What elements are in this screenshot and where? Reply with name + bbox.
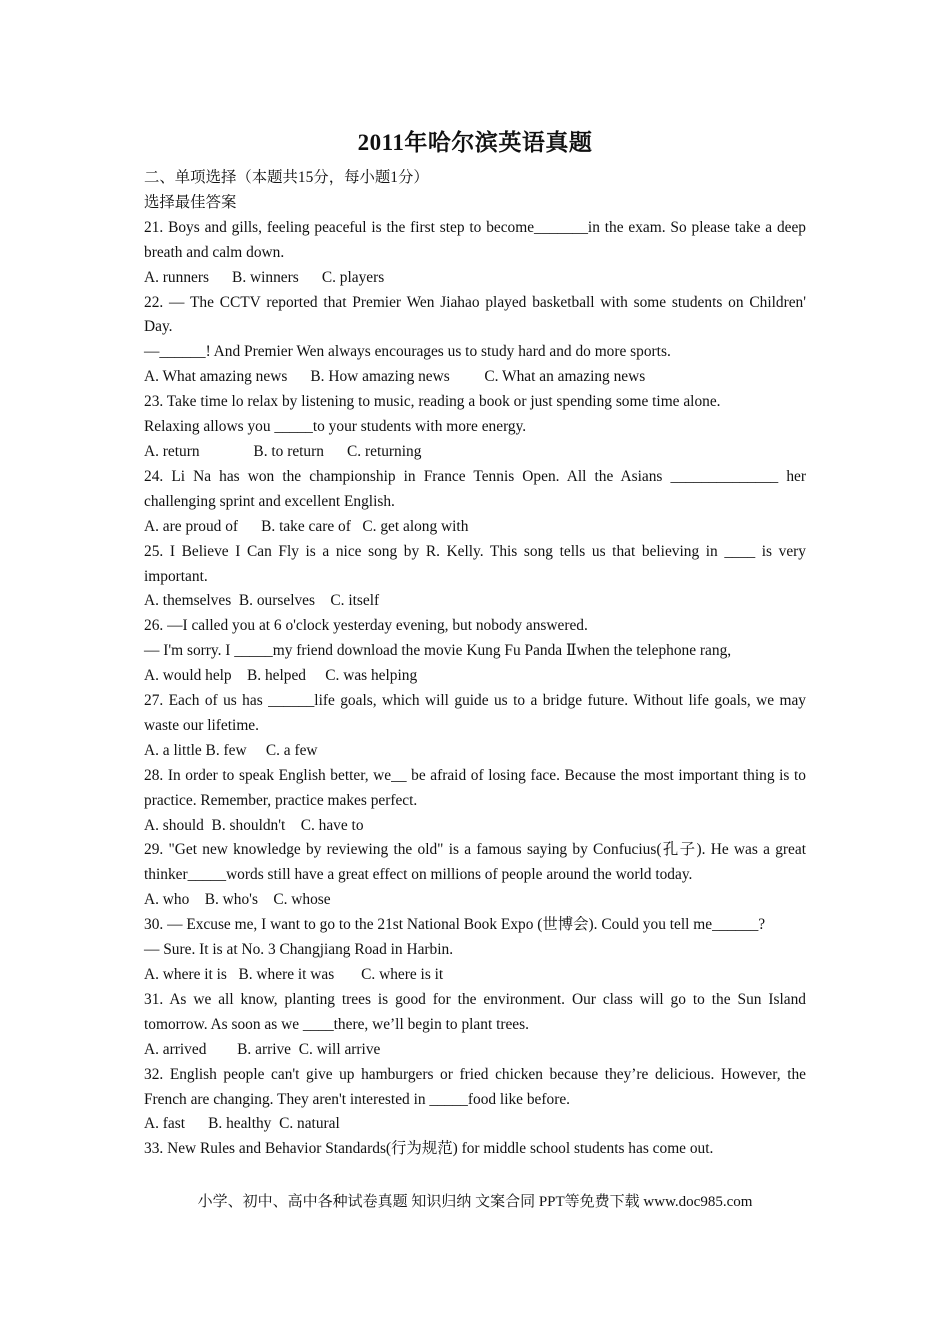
question-23-line2: Relaxing allows you _____to your students with more energy. xyxy=(144,418,527,436)
question-30-reply: — Sure. It is at No. 3 Changjiang Road in Harbin. xyxy=(144,941,454,959)
options-25: A. themselves B. ourselves C. itself xyxy=(144,592,380,610)
options-21: A. runners B. winners C. players xyxy=(144,268,385,286)
question-27: 27. Each of us has ______life goals, which will guide us to a bridge future. Without life goals, we may waste our lifetime. xyxy=(144,692,806,734)
options-32: A. fast B. healthy C. natural xyxy=(144,1115,340,1133)
options-22: A. What amazing news B. How amazing news C. What an amazing news xyxy=(144,368,646,386)
section-heading: 二、单项选择（本题共15分，每小题1分） xyxy=(144,169,429,186)
question-26: 26. —I called you at 6 o'clock yesterday evening, but nobody answered. xyxy=(144,617,588,635)
question-21: 21. Boys and gills, feeling peaceful is the first step to become_______in the exam. So please take a deep breath and calm down. xyxy=(144,218,806,261)
page-title: 2011年哈尔滨英语真题 xyxy=(357,130,593,155)
question-32: 32. English people can't give up hamburgers or fried chicken because they’re delicious. However, the French are changing. They aren't interested in _____food like before. xyxy=(144,1065,806,1108)
question-23: 23. Take time lo relax by listening to music, reading a book or just spending some time alone. xyxy=(144,393,721,411)
question-24: 24. Li Na has won the championship in France Tennis Open. All the Asians ______________ her challenging sprint and excellent English. xyxy=(144,467,806,510)
options-24: A. are proud of B. take care of C. get along with xyxy=(144,517,469,535)
question-body xyxy=(144,166,806,1162)
options-30: A. where it is B. where it was C. where is it xyxy=(144,966,444,983)
question-33: 33. New Rules and Behavior Standards(行为规范) for middle school students has come out. xyxy=(144,1140,714,1158)
question-31: 31. As we all know, planting trees is good for the environment. Our class will go to the Sun Island tomorrow. As soon as we ____there, we’ll begin to plant trees. xyxy=(144,990,806,1033)
question-30: 30. — Excuse me, I want to go to the 21st National Book Expo (世博会). Could you tell me______? xyxy=(144,916,766,934)
options-23: A. return B. to return C. returning xyxy=(144,442,422,460)
question-29: 29. "Get new knowledge by reviewing the old" is a famous saying by Confucius(孔子). He was a great thinker_____words still have a great effect on millions of people around the world today. xyxy=(144,841,806,884)
instruction: 选择最佳答案 xyxy=(144,193,237,211)
question-25: 25. I Believe I Can Fly is a nice song by R. Kelly. This song tells us that believing in ____ is very important. xyxy=(144,542,806,585)
footer-link[interactable]: 小学、初中、高中各种试卷真题 知识归纳 文案合同 PPT等免费下载 www.doc985.com xyxy=(197,1194,753,1210)
options-26: A. would help B. helped C. was helping xyxy=(144,667,418,685)
options-31: A. arrived B. arrive C. will arrive xyxy=(144,1040,381,1058)
options-27: A. a little B. few C. a few xyxy=(144,741,318,759)
question-22-reply: —______! And Premier Wen always encourages us to study hard and do more sports. xyxy=(144,343,671,361)
options-29: A. who B. who's C. whose xyxy=(144,891,331,909)
question-22: 22. — The CCTV reported that Premier Wen Jiahao played basketball with some students on Children' Day. xyxy=(144,293,806,336)
question-28: 28. In order to speak English better, we__ be afraid of losing face. Because the most important thing is to practice. Remember, practice makes perfect. xyxy=(144,766,806,809)
options-28: A. should B. shouldn't C. have to xyxy=(144,816,364,834)
question-26-reply: — I'm sorry. I _____my friend download the movie Kung Fu Panda Ⅱwhen the telephone rang, xyxy=(144,642,732,660)
